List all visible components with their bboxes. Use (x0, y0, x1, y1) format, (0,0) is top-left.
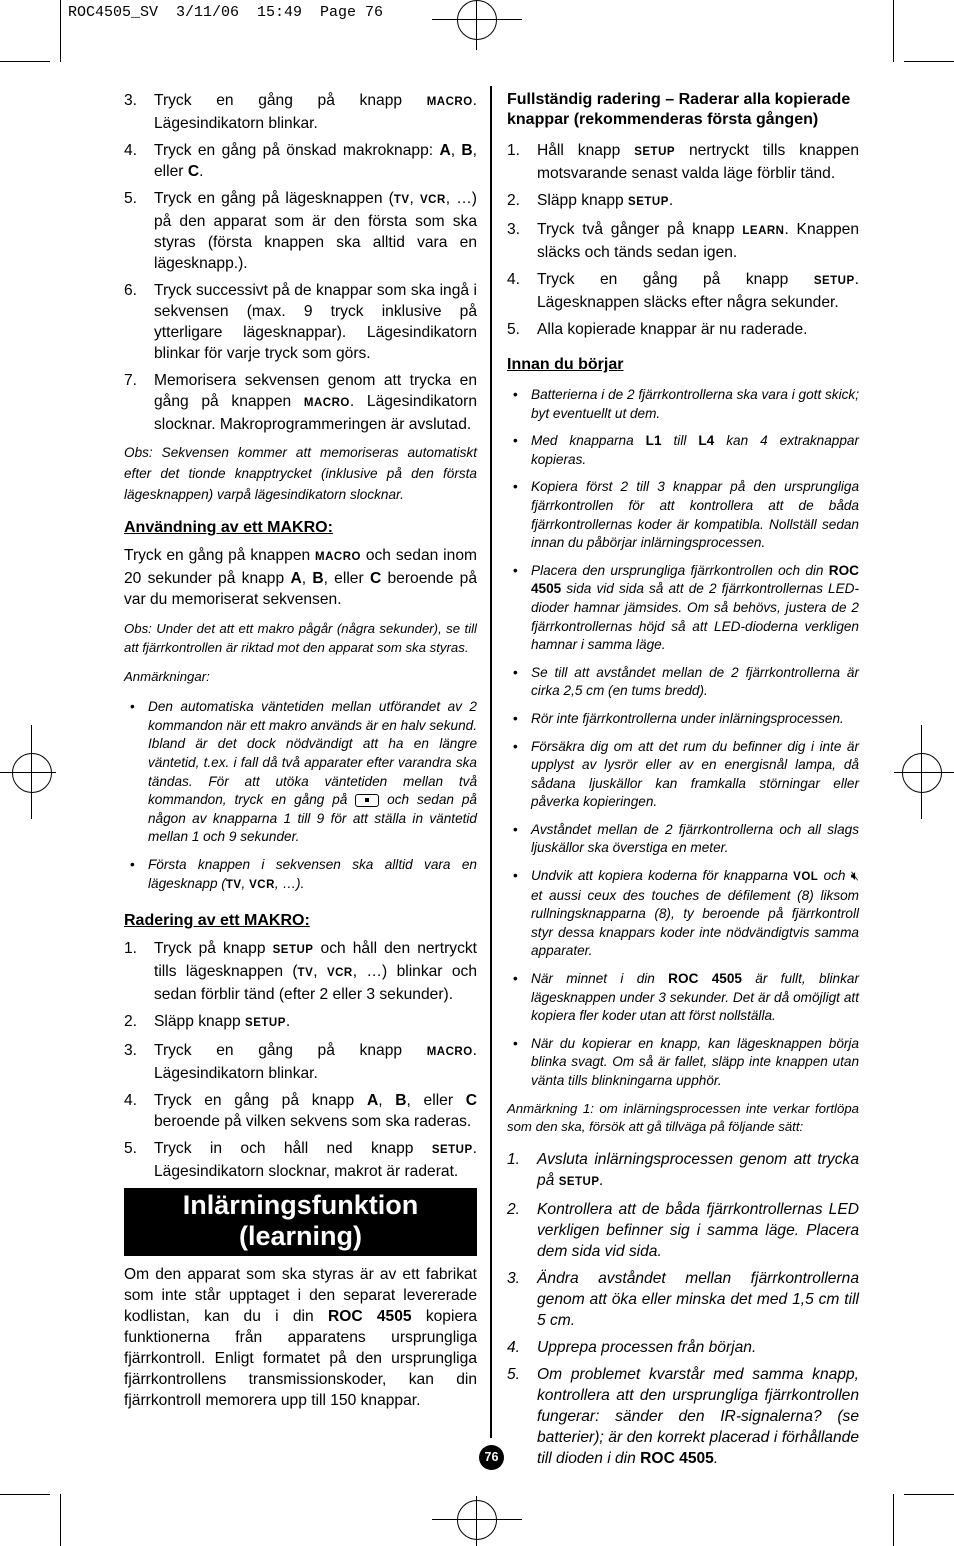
text-run: . (668, 192, 674, 209)
bullet-marker: • (513, 868, 518, 884)
key-label-setup: SETUP (272, 944, 314, 957)
list-item (507, 867, 859, 961)
heading-full-delete: Fullständig radering – Raderar alla kopierade knappar (rekommenderas första gången) (507, 91, 851, 128)
list-item (507, 1035, 859, 1091)
step-item (124, 1138, 477, 1182)
step-number: 1. (124, 940, 138, 958)
text-run: Den automatiska väntetiden mellan utförandet av 2 kommandon när ett makro används är en halv sekund. Ibland är det dock nödvändigt att ha en längre väntetid, t.ex. i fall då två apparater efter varandra ska tändas. För att utöka väntetiden mellan två kommandon, tryck en gång på (148, 699, 477, 808)
text-run: och (818, 868, 851, 884)
delete-steps-list (124, 938, 477, 1182)
text-run: , eller (406, 1092, 466, 1110)
page-number: 76 (479, 1445, 504, 1470)
full-delete-steps (507, 140, 859, 340)
text-run: , eller (154, 142, 477, 180)
registration-line (894, 772, 954, 773)
obs-note-2: Obs: Under det att ett makro pågår (några sekunder), se till att fjärrkontrollen är riktad mot den apparat som ska styras. (124, 621, 477, 655)
bold-term: A (439, 142, 451, 159)
bold-term: B (395, 1092, 407, 1110)
bullet-marker: • (513, 387, 518, 402)
key-label-vcr: VCR (249, 878, 275, 891)
text-run: Tryck en gång på önskad makroknapp: (154, 142, 440, 159)
key-label-macro: MACRO (303, 397, 350, 409)
bold-term: B (312, 570, 324, 588)
text-run: Tryck successivt på de knappar som ska ingå i sekvensen (max. 9 tryck inklusive på ytterligare lägesknappar). Lägesindikatorn blinkar för varje tryck som görs. (154, 282, 477, 362)
text-run: Tryck en gång på lägesknappen ( (154, 190, 394, 207)
text-run: Tryck en gång på knapp (154, 1092, 367, 1110)
step-number: 4. (507, 1338, 521, 1356)
key-label-tv: TV (393, 194, 410, 206)
column-divider (490, 86, 492, 1438)
banner-title: Inlärningsfunktion (182, 1190, 419, 1221)
step-number: 5. (124, 1140, 138, 1158)
text-run: . Lägesindikatorn slocknar, makrot är raderat. (154, 1140, 477, 1181)
bold-term: ROC 4505 (668, 971, 742, 987)
bold-term: C (465, 1092, 477, 1110)
text-run: Avsluta inlärningsprocessen genom att trycka på (537, 1150, 859, 1189)
bold-term: C (369, 570, 382, 588)
bullet-marker: • (130, 699, 135, 715)
text-run: Memorisera sekvensen genom att trycka en gång på knappen (154, 372, 477, 410)
key-label-vol: VOL (793, 871, 819, 884)
text-run: När du kopierar en knapp, kan lägesknappen börja blinka svagt. Om så är fallet, släpp inte knappen utan vänta tills blinkningarna upphör. (531, 1035, 859, 1088)
text-run: Släpp knapp (154, 1013, 246, 1031)
text-run: Batterierna i de 2 fjärrkontrollerna ska vara i gott skick; byt eventuellt ut dem. (531, 387, 859, 421)
text-run: Kopiera först 2 till 3 knappar på den ursprungliga fjärrkontrollen för att kontrollera att de båda fjärrkontrollernas koder är kompatibla. Nollställ sedan innan du påbörjar inlärningsprocessen. (531, 479, 859, 551)
macro-steps-list (124, 90, 477, 435)
step-item (124, 90, 477, 134)
step-item (507, 319, 859, 340)
crop-mark (0, 61, 50, 62)
step-item (507, 1268, 859, 1331)
key-label-setup: SETUP (628, 196, 669, 208)
step-number: 1. (507, 142, 521, 159)
text-run: , (450, 142, 462, 159)
crop-mark (893, 0, 894, 62)
key-label-macro: MACRO (426, 96, 473, 108)
bold-term: ROC 4505 (327, 1308, 412, 1326)
registration-line (476, 0, 477, 50)
step-item (507, 219, 859, 263)
right-column (507, 90, 859, 1475)
step-item (507, 1337, 859, 1358)
text-run: och håll den nertryckt tills lägesknappen ( (154, 940, 477, 981)
text-run: . Lägesknappen släcks efter några sekunder. (537, 271, 859, 311)
heading-delete: Radering av ett MAKRO: (124, 912, 310, 930)
step-item (507, 140, 859, 184)
step-number: 5. (507, 321, 521, 338)
troubleshoot-steps (507, 1149, 859, 1469)
text-run: Tryck en gång på knapp (154, 1042, 427, 1060)
print-slug: ROC4505_SV 3/11/06 15:49 Page 76 (68, 4, 384, 21)
key-label-vcr: VCR (326, 967, 353, 980)
text-run: Släpp knapp (537, 192, 629, 209)
text-run: . (285, 1013, 291, 1031)
step-number: 6. (124, 282, 138, 299)
text-run: Avståndet mellan de 2 fjärrkontrollerna och all slags ljuskällor ska överstiga en meter. (531, 821, 859, 856)
bullet-marker: • (513, 562, 518, 578)
text-run: , …) på den apparat som är den första som ska styras (första knappen ska alltid vara en lägesknapp.). (154, 190, 477, 272)
list-item (507, 710, 859, 729)
text-run: Tryck en gång på knappen (124, 547, 316, 565)
text-run: sida vid sida så att de 2 fjärrkontrollernas LED-dioder hamnar jämsides. Om så behövs, justera de 2 fjärrkontrollernas höjd så att LED-dioderna verkligen hamnar i samma läge. (531, 581, 859, 653)
step-item (124, 140, 477, 182)
text-run: kan 4 extraknappar kopieras. (531, 433, 860, 467)
step-number: 2. (507, 192, 521, 209)
usage-paragraph (124, 545, 477, 610)
registration-mark-left (12, 753, 52, 793)
step-number: 2. (507, 1200, 521, 1218)
key-label-setup: SETUP (634, 146, 676, 158)
registration-mark-right (902, 753, 942, 793)
bullet-marker: • (513, 479, 518, 495)
list-item (124, 698, 477, 847)
step-item (124, 1090, 477, 1132)
step-item (124, 188, 477, 274)
step-number: 5. (507, 1365, 521, 1383)
text-run: Se till att avståndet mellan de 2 fjärrkontrollerna är cirka 2,5 cm (en tums bredd). (531, 664, 859, 699)
text-run: . (713, 1449, 719, 1467)
list-item (507, 970, 859, 1026)
bold-term: C (187, 163, 200, 180)
key-label-tv: TV (297, 967, 314, 980)
text-run: . Knappen släcks och tänds sedan igen. (537, 221, 859, 261)
text-run: Alla kopierade knappar är nu raderade. (537, 321, 808, 338)
crop-mark (893, 1494, 894, 1546)
list-item (124, 856, 477, 894)
bold-term: A (290, 570, 302, 588)
step-number: 4. (124, 1092, 138, 1110)
learning-intro (124, 1264, 477, 1411)
bold-term: A (366, 1092, 379, 1110)
before-start-list (507, 386, 859, 1091)
section-banner (124, 1188, 477, 1256)
crop-mark (0, 1494, 50, 1495)
bold-term: L1 (645, 433, 662, 449)
text-run: Rör inte fjärrkontrollerna under inlärningsprocessen. (531, 710, 844, 726)
step-number: 3. (124, 92, 138, 109)
registration-line (476, 1496, 477, 1546)
crop-mark (60, 1494, 61, 1546)
mute-icon: 🔇︎ (850, 868, 859, 884)
text-run: beroende på var du memoriserat sekvensen. (124, 570, 477, 609)
step-number: 3. (507, 221, 521, 238)
list-item (507, 562, 859, 655)
heading-usage: Användning av ett MAKRO: (124, 519, 333, 537)
text-run: , (301, 570, 313, 588)
text-run: Tryck två gånger på knapp (537, 221, 743, 238)
text-run: , (378, 1092, 396, 1110)
bold-term: ROC 4505 (531, 562, 859, 597)
text-run: Första knappen i sekvensen ska alltid vara en lägesknapp ( (148, 856, 477, 891)
step-item (124, 280, 477, 364)
text-run: , (313, 963, 327, 981)
text-run: Ändra avståndet mellan fjärrkontrollerna genom att öka eller minska det med 1,5 cm till 5 cm. (537, 1269, 859, 1329)
step-item (507, 190, 859, 213)
text-run: Om den apparat som ska styras är av ett fabrikat som inte står upptaget i den separat levererade kodlistan, kan du i din (124, 1266, 477, 1326)
text-run: När minnet i din (531, 971, 669, 987)
bullet-marker: • (513, 971, 518, 987)
list-item (507, 432, 859, 469)
text-run: , …) blinkar och sedan förblir tänd (efter 2 eller 3 sekunder). (154, 963, 477, 1004)
key-label-macro: MACRO (426, 1046, 473, 1059)
crop-mark (904, 61, 954, 62)
text-run: . Lägesindikatorn blinkar. (154, 1042, 477, 1083)
step-item (507, 1149, 859, 1193)
step-item (124, 938, 477, 1005)
key-label-learn: LEARN (742, 225, 785, 237)
key-label-setup: SETUP (813, 275, 855, 287)
step-number: 7. (124, 372, 138, 389)
step-item (507, 1364, 859, 1469)
key-label-setup: SETUP (558, 1175, 600, 1188)
step-number: 4. (124, 142, 138, 159)
key-label-macro: MACRO (315, 551, 361, 564)
step-number: 4. (507, 271, 521, 288)
text-run: till (661, 433, 699, 449)
crop-mark (60, 0, 61, 62)
text-run: . Lägesindikatorn blinkar. (154, 92, 477, 132)
text-run: Tryck en gång på knapp (154, 92, 427, 109)
text-run: et aussi ceux des touches de défilement (8) liksom rullningsknapparna (8), ty beroende på fjärrkontroll styr dessa knappars koder inte nödvändigtvis samma apparater. (531, 887, 859, 959)
registration-mark-bottom (457, 1500, 497, 1540)
list-item (507, 738, 859, 812)
list-item (507, 386, 859, 423)
text-run: Med knapparna (531, 433, 646, 449)
text-run: Upprepa processen från början. (537, 1338, 757, 1356)
list-item (507, 478, 859, 552)
text-run: Håll knapp (537, 142, 635, 159)
text-run: Placera den ursprungliga fjärrkontrollen och din (531, 562, 829, 578)
text-run: Tryck på knapp (154, 940, 273, 958)
step-item (507, 269, 859, 313)
bullet-marker: • (513, 738, 518, 754)
remark-1: Anmärkning 1: om inlärningsprocessen inte verkar fortlöpa som den ska, försök att gå tillväga på följande sätt: (507, 1100, 859, 1135)
list-item (507, 821, 859, 858)
key-label-tv: TV (225, 878, 242, 891)
crop-mark (904, 1494, 954, 1495)
remarks-list (124, 698, 477, 894)
text-run: är fullt, blinkar lägesknappen under 3 sekunder. Det är då omöjligt att kopiera fler koder utan att först nollställa. (531, 971, 859, 1024)
text-run: nertryckt tills knappen motsvarande senast valda läge förblir tänd. (537, 142, 860, 182)
step-item (124, 1011, 477, 1034)
text-run: Kontrollera att de båda fjärrkontrollernas LED verkligen befinner sig i samma läge. Placera dem sida vid sida. (537, 1200, 859, 1260)
step-number: 1. (507, 1150, 521, 1168)
pause-button-icon (355, 794, 379, 807)
text-run: beroende på vilken sekvens som ska raderas. (154, 1113, 472, 1131)
heading-before-start: Innan du börjar (507, 356, 624, 373)
text-run: och sedan inom 20 sekunder på knapp (124, 547, 477, 588)
text-run: , (409, 190, 420, 207)
bullet-marker: • (513, 821, 518, 837)
bold-term: L4 (698, 433, 715, 449)
text-run: Försäkra dig om att det rum du befinner dig i inte är upplyst av lysrör eller av en energisnål lampa, då sådana ljuskällor kan framkalla störningar eller påverka kopieringen. (531, 738, 859, 810)
bold-term: B (461, 142, 473, 159)
key-label-setup: SETUP (431, 1144, 473, 1157)
bullet-marker: • (130, 856, 135, 872)
step-number: 3. (507, 1269, 521, 1287)
bullet-marker: • (513, 433, 518, 449)
text-run: kopiera funktionerna från apparatens ursprungliga fjärrkontroll. Enligt formatet på den ursprungliga fjärrkontrollens transmissionskoder, kan din fjärrkontroll memorera upp till 150 knappar. (124, 1308, 477, 1410)
text-run: . Lägesindikatorn slocknar. Makroprogrammeringen är avslutad. (154, 393, 477, 433)
bullet-marker: • (513, 710, 518, 726)
text-run: , …). (274, 875, 305, 891)
text-run: . (199, 163, 204, 180)
step-number: 3. (124, 1042, 138, 1060)
text-run: Tryck en gång på knapp (537, 271, 814, 288)
text-run: , (241, 875, 250, 891)
text-run: Om problemet kvarstår med samma knapp, kontrollera att den ursprungliga fjärrkontrollen fungerar: sänder den IR-signalerna? (se batterier); är den korrekt placerad i förhållande till dioden i din (537, 1365, 859, 1467)
step-number: 5. (124, 190, 138, 207)
text-run: . (599, 1171, 604, 1189)
obs-note-1: Obs: Sekvensen kommer att memoriseras automatiskt efter det tionde knapptrycket (inklusive på den första lägesknappen) varpå lägesindikatorn slocknar. (124, 445, 477, 502)
text-run: Tryck in och håll ned knapp (154, 1140, 432, 1158)
banner-subtitle: (learning) (238, 1221, 362, 1252)
registration-line (432, 1519, 522, 1520)
left-column (124, 90, 477, 1421)
step-item (124, 370, 477, 435)
bold-term: ROC 4505 (640, 1449, 714, 1467)
step-item (124, 1040, 477, 1084)
bullet-marker: • (513, 1035, 518, 1051)
registration-line (0, 772, 56, 773)
step-item (507, 1199, 859, 1262)
remarks-label: Anmärkningar: (124, 668, 210, 684)
bullet-marker: • (513, 664, 518, 680)
step-number: 2. (124, 1013, 138, 1031)
registration-mark-top (457, 0, 497, 40)
registration-line (432, 19, 522, 20)
key-label-setup: SETUP (245, 1017, 286, 1030)
list-item (507, 664, 859, 701)
key-label-vcr: VCR (419, 194, 446, 206)
text-run: Undvik att kopiera koderna för knapparna (531, 868, 794, 884)
text-run: , eller (323, 570, 370, 588)
text-run: och sedan på någon av knapparna 1 till 9 för att ställa in väntetid mellan 1 och 9 sekunder. (148, 792, 477, 845)
